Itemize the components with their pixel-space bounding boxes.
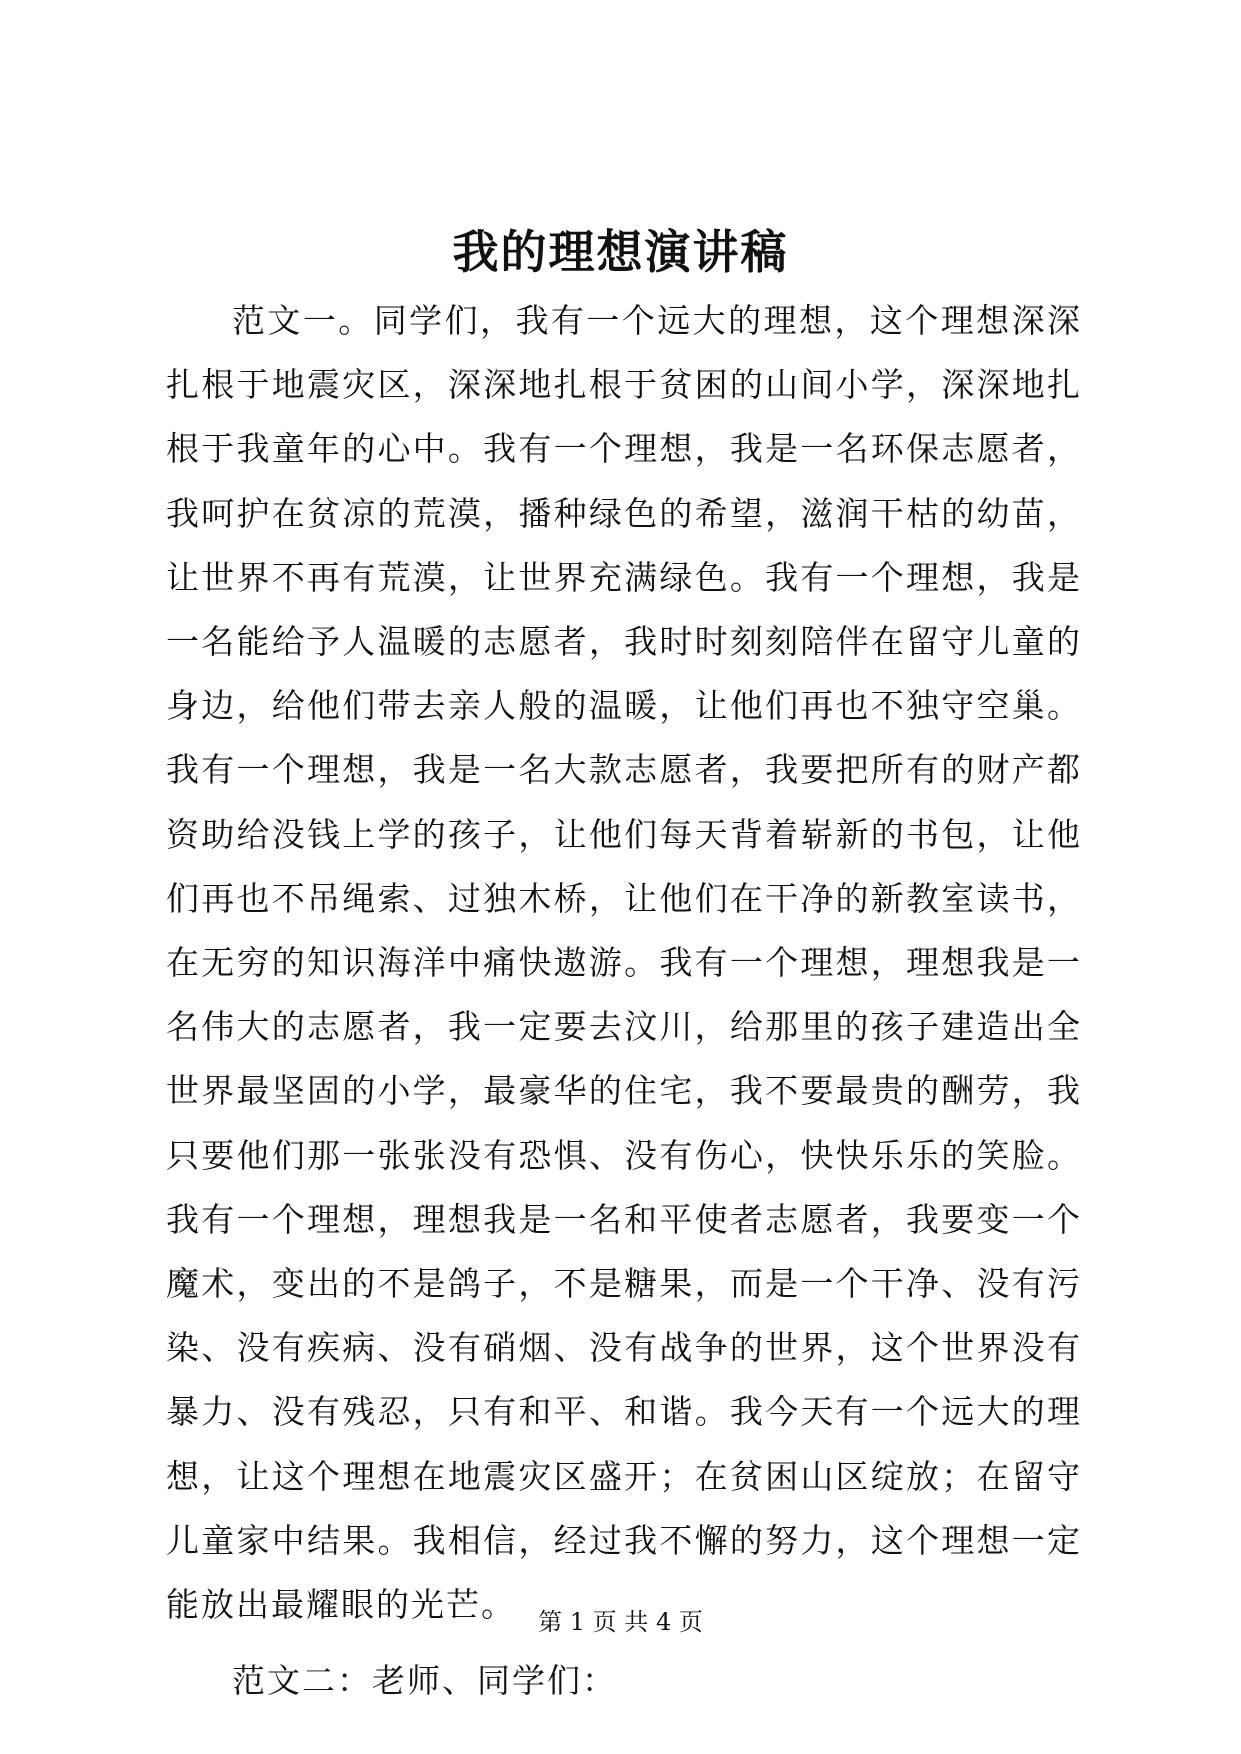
document-body: [166, 289, 1082, 1713]
page-footer: 第 1 页 共 4 页: [538, 1608, 703, 1636]
paragraph-sample-two: 范文二：老师、同学们：: [232, 1661, 617, 1701]
paragraph-sample-one: 范文一。同学们，我有一个远大的理想，这个理想深深扎根于地震灾区，深深地扎根于贫困的山间小学，深深地扎根于我童年的心中。我有一个理想，我是一名环保志愿者，我呵护在贫凉的荒漠，播种绿色的希望，滋润干枯的幼苗，让世界不再有荒漠，让世界充满绿色。我有一个理想，我是一名能给予人温暖的志愿者，我时时刻刻陪伴在留守儿童的身边，给他们带去亲人般的温暖，让他们再也不独守空巢。我有一个理想，我是一名大款志愿者，我要把所有的财产都资助给没钱上学的孩子，让他们每天背着崭新的书包，让他们再也不吊绳索、过独木桥，让他们在干净的新教室读书，在无穷的知识海洋中痛快遨游。我有一个理想，理想我是一名伟大的志愿者，我一定要去汶川，给那里的孩子建造出全世界最坚固的小学，最豪华的住宅，我不要最贵的酬劳，我只要他们那一张张没有恐惧、没有伤心，快快乐乐的笑脸。我有一个理想，理想我是一名和平使者志愿者，我要变一个魔术，变出的不是鸽子，不是糖果，而是一个干净、没有污染、没有疾病、没有硝烟、没有战争的世界，这个世界没有暴力、没有残忍，只有和平、和谐。我今天有一个远大的理想，让这个理想在地震灾区盛开；在贫困山区绽放；在留守儿童家中结果。我相信，经过我不懈的努力，这个理想一定能放出最耀眼的光芒。: [166, 301, 1082, 1625]
document-title: 我的理想演讲稿: [452, 225, 789, 279]
